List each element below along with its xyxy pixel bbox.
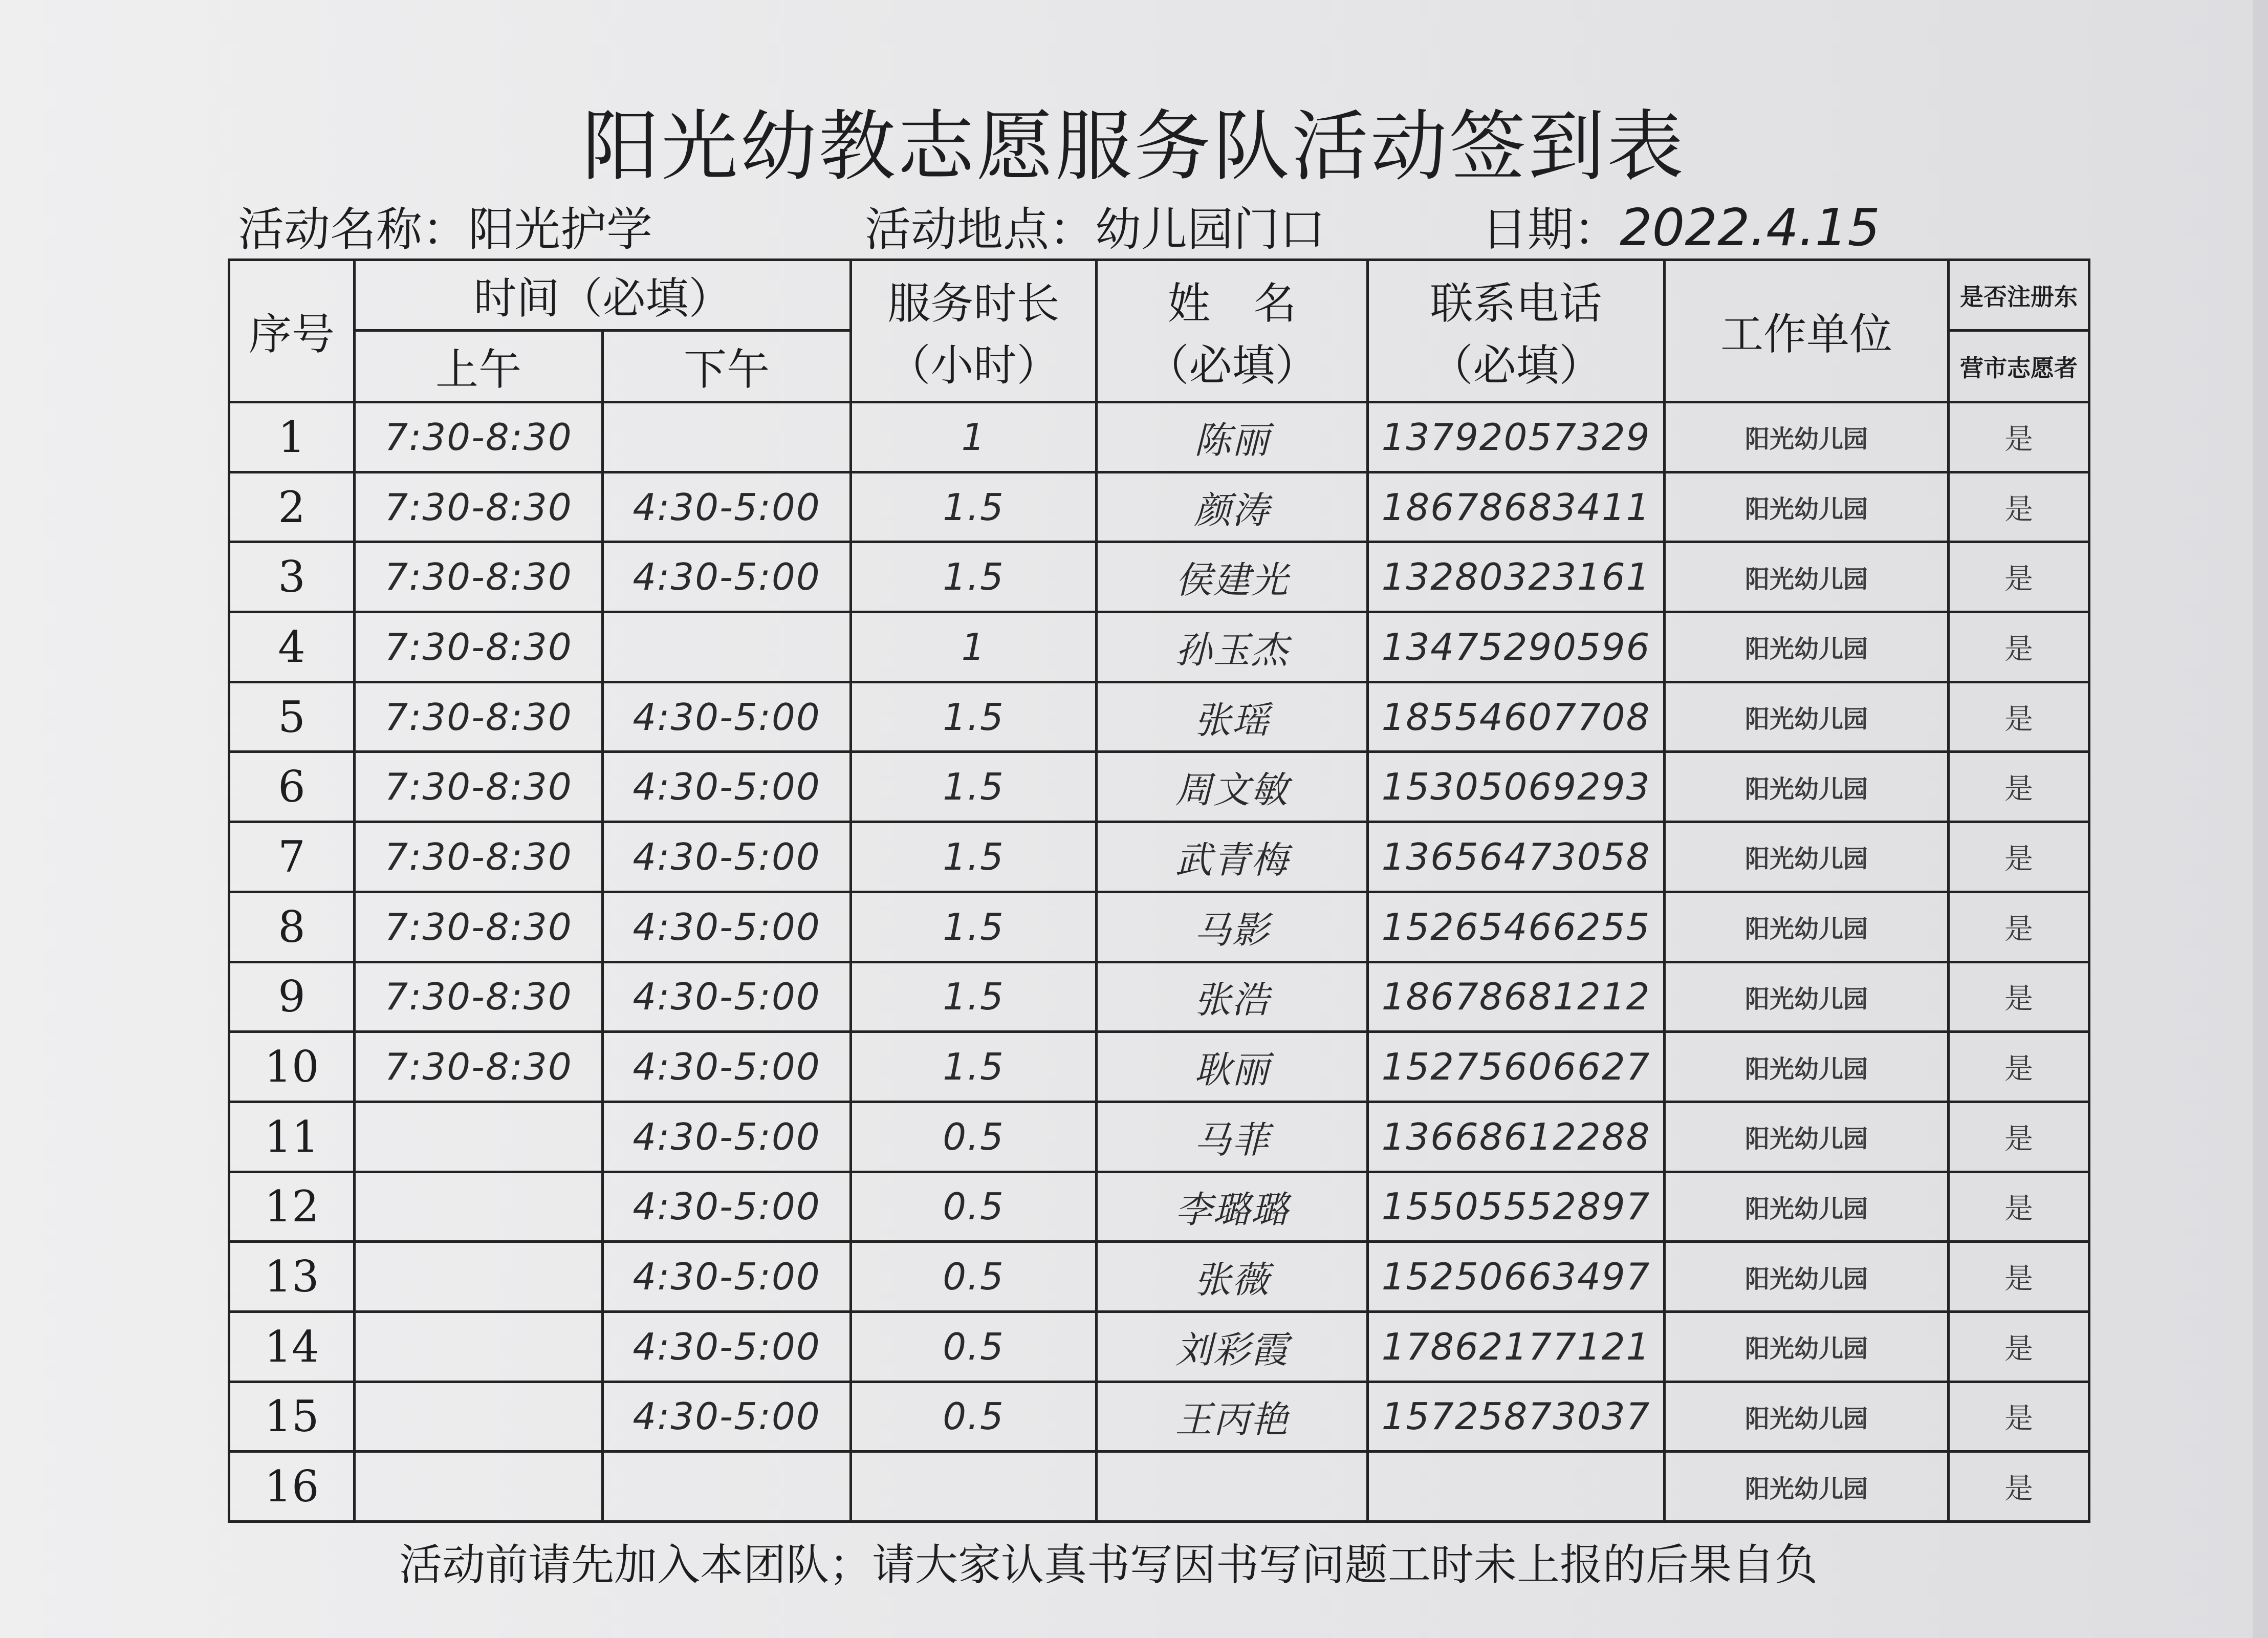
service-hours: 1.5 xyxy=(851,472,1097,542)
pm-time: 4:30-5:00 xyxy=(603,1311,851,1382)
work-unit: 阳光幼儿园 xyxy=(1665,1242,1949,1312)
table-row xyxy=(229,962,2089,1032)
registered-status: 是 xyxy=(1949,1032,2089,1102)
header-hours-line1: 服务时长 xyxy=(887,278,1060,329)
table-row xyxy=(229,752,2089,822)
pm-time xyxy=(603,612,851,682)
registered-status: 是 xyxy=(1949,1311,2089,1382)
work-unit: 阳光幼儿园 xyxy=(1665,612,1949,682)
pm-time: 4:30-5:00 xyxy=(603,1172,851,1242)
service-hours: 1 xyxy=(851,402,1097,472)
header-phone-line1: 联系电话 xyxy=(1430,278,1602,329)
registered-status: 是 xyxy=(1949,1172,2089,1242)
volunteer-name: 张瑶 xyxy=(1097,682,1368,752)
table-row xyxy=(229,682,2089,752)
work-unit: 阳光幼儿园 xyxy=(1665,682,1949,752)
table-row xyxy=(229,402,2089,472)
am-time: 7:30-8:30 xyxy=(355,752,603,822)
registered-status: 是 xyxy=(1949,962,2089,1032)
work-unit: 阳光幼儿园 xyxy=(1665,542,1949,612)
phone-number: 15505552897 xyxy=(1368,1172,1665,1242)
pm-time: 4:30-5:00 xyxy=(603,892,851,962)
registered-status: 是 xyxy=(1949,542,2089,612)
phone-number xyxy=(1368,1452,1665,1522)
am-time: 7:30-8:30 xyxy=(355,822,603,892)
work-unit: 阳光幼儿园 xyxy=(1665,1311,1949,1382)
phone-number: 13475290596 xyxy=(1368,612,1665,682)
row-index: 1 xyxy=(229,402,355,472)
date-field xyxy=(1481,192,1880,258)
row-index: 7 xyxy=(229,822,355,892)
header-pm: 下午 xyxy=(603,331,851,402)
table-row xyxy=(229,1382,2089,1452)
header-hours xyxy=(851,260,1097,402)
am-time: 7:30-8:30 xyxy=(355,612,603,682)
activity-place-value: 幼儿园门口 xyxy=(1095,203,1325,256)
header-am: 上午 xyxy=(355,331,603,402)
table-row xyxy=(229,542,2089,612)
volunteer-name: 武青梅 xyxy=(1097,822,1368,892)
service-hours: 0.5 xyxy=(851,1242,1097,1312)
work-unit: 阳光幼儿园 xyxy=(1665,822,1949,892)
volunteer-name: 孙玉杰 xyxy=(1097,612,1368,682)
service-hours: 0.5 xyxy=(851,1311,1097,1382)
pm-time: 4:30-5:00 xyxy=(603,1102,851,1172)
activity-name-value: 阳光护学 xyxy=(468,203,652,256)
row-index: 10 xyxy=(229,1032,355,1102)
am-time xyxy=(355,1242,603,1312)
registered-status: 是 xyxy=(1949,402,2089,472)
am-time xyxy=(355,1311,603,1382)
table-row xyxy=(229,612,2089,682)
table-row xyxy=(229,822,2089,892)
phone-number: 15275606627 xyxy=(1368,1032,1665,1102)
header-name xyxy=(1097,260,1368,402)
footer-notice: 活动前请先加入本团队；请大家认真书写因书写问题工时未上报的后果自负 xyxy=(399,1540,1818,1590)
registered-status: 是 xyxy=(1949,1452,2089,1522)
registered-status: 是 xyxy=(1949,1102,2089,1172)
header-name-line2: （必填） xyxy=(1146,340,1318,391)
work-unit: 阳光幼儿园 xyxy=(1665,402,1949,472)
pm-time: 4:30-5:00 xyxy=(603,822,851,892)
row-index: 4 xyxy=(229,612,355,682)
phone-number: 13792057329 xyxy=(1368,402,1665,472)
volunteer-name: 耿丽 xyxy=(1097,1032,1368,1102)
am-time: 7:30-8:30 xyxy=(355,1032,603,1102)
registered-status: 是 xyxy=(1949,1382,2089,1452)
table-body xyxy=(229,402,2089,1522)
phone-number: 15250663497 xyxy=(1368,1242,1665,1312)
phone-number: 18678683411 xyxy=(1368,472,1665,542)
activity-place-label: 活动地点： xyxy=(865,203,1095,256)
registered-status: 是 xyxy=(1949,752,2089,822)
row-index: 8 xyxy=(229,892,355,962)
pm-time: 4:30-5:00 xyxy=(603,962,851,1032)
table-row xyxy=(229,892,2089,962)
am-time: 7:30-8:30 xyxy=(355,682,603,752)
date-value: 2022.4.15 xyxy=(1620,198,1880,257)
row-index: 16 xyxy=(229,1452,355,1522)
pm-time: 4:30-5:00 xyxy=(603,542,851,612)
header-time: 时间（必填） xyxy=(355,260,851,331)
volunteer-name: 李璐璐 xyxy=(1097,1172,1368,1242)
volunteer-name: 刘彩霞 xyxy=(1097,1311,1368,1382)
service-hours: 1.5 xyxy=(851,752,1097,822)
am-time: 7:30-8:30 xyxy=(355,402,603,472)
activity-name-label: 活动名称： xyxy=(238,203,468,256)
header-index: 序号 xyxy=(229,260,355,402)
pm-time: 4:30-5:00 xyxy=(603,472,851,542)
phone-number: 13280323161 xyxy=(1368,542,1665,612)
service-hours xyxy=(851,1452,1097,1522)
work-unit: 阳光幼儿园 xyxy=(1665,892,1949,962)
table-row xyxy=(229,1172,2089,1242)
volunteer-name: 王丙艳 xyxy=(1097,1382,1368,1452)
volunteer-name: 周文敏 xyxy=(1097,752,1368,822)
phone-number: 13668612288 xyxy=(1368,1102,1665,1172)
row-index: 3 xyxy=(229,542,355,612)
row-index: 14 xyxy=(229,1311,355,1382)
am-time xyxy=(355,1172,603,1242)
date-label: 日期： xyxy=(1481,203,1620,256)
row-index: 6 xyxy=(229,752,355,822)
am-time: 7:30-8:30 xyxy=(355,542,603,612)
header-registered-line1: 是否注册东 xyxy=(1949,260,2089,331)
work-unit: 阳光幼儿园 xyxy=(1665,1032,1949,1102)
pm-time xyxy=(603,402,851,472)
am-time: 7:30-8:30 xyxy=(355,472,603,542)
service-hours: 0.5 xyxy=(851,1172,1097,1242)
service-hours: 1.5 xyxy=(851,962,1097,1032)
volunteer-name: 马影 xyxy=(1097,892,1368,962)
registered-status: 是 xyxy=(1949,892,2089,962)
work-unit: 阳光幼儿园 xyxy=(1665,1382,1949,1452)
header-hours-line2: （小时） xyxy=(887,340,1060,391)
am-time xyxy=(355,1102,603,1172)
service-hours: 1.5 xyxy=(851,1032,1097,1102)
work-unit: 阳光幼儿园 xyxy=(1665,1172,1949,1242)
table-row xyxy=(229,1242,2089,1312)
am-time: 7:30-8:30 xyxy=(355,962,603,1032)
volunteer-name: 张薇 xyxy=(1097,1242,1368,1312)
volunteer-name: 马菲 xyxy=(1097,1102,1368,1172)
phone-number: 18554607708 xyxy=(1368,682,1665,752)
service-hours: 1 xyxy=(851,612,1097,682)
work-unit: 阳光幼儿园 xyxy=(1665,962,1949,1032)
row-index: 13 xyxy=(229,1242,355,1312)
phone-number: 17862177121 xyxy=(1368,1311,1665,1382)
service-hours: 1.5 xyxy=(851,892,1097,962)
table-row xyxy=(229,1032,2089,1102)
pm-time: 4:30-5:00 xyxy=(603,1382,851,1452)
table-row xyxy=(229,1452,2089,1522)
phone-number: 13656473058 xyxy=(1368,822,1665,892)
pm-time: 4:30-5:00 xyxy=(603,752,851,822)
volunteer-name: 陈丽 xyxy=(1097,402,1368,472)
registered-status: 是 xyxy=(1949,682,2089,752)
service-hours: 0.5 xyxy=(851,1102,1097,1172)
page-title: 阳光幼教志愿服务队活动签到表 xyxy=(582,102,1686,191)
registered-status: 是 xyxy=(1949,472,2089,542)
am-time xyxy=(355,1382,603,1452)
service-hours: 1.5 xyxy=(851,822,1097,892)
table-row xyxy=(229,1102,2089,1172)
row-index: 5 xyxy=(229,682,355,752)
phone-number: 15265466255 xyxy=(1368,892,1665,962)
header-phone-line2: （必填） xyxy=(1430,340,1602,391)
pm-time: 4:30-5:00 xyxy=(603,1032,851,1102)
table-row xyxy=(229,472,2089,542)
row-index: 15 xyxy=(229,1382,355,1452)
activity-place-field xyxy=(865,192,1325,258)
service-hours: 0.5 xyxy=(851,1382,1097,1452)
paper-edge xyxy=(2253,0,2268,1638)
pm-time: 4:30-5:00 xyxy=(603,682,851,752)
row-index: 2 xyxy=(229,472,355,542)
signin-table xyxy=(228,258,2090,1523)
row-index: 11 xyxy=(229,1102,355,1172)
activity-name-field xyxy=(238,192,652,258)
phone-number: 15725873037 xyxy=(1368,1382,1665,1452)
volunteer-name xyxy=(1097,1452,1368,1522)
phone-number: 15305069293 xyxy=(1368,752,1665,822)
service-hours: 1.5 xyxy=(851,542,1097,612)
header-unit: 工作单位 xyxy=(1665,260,1949,402)
work-unit: 阳光幼儿园 xyxy=(1665,752,1949,822)
phone-number: 18678681212 xyxy=(1368,962,1665,1032)
registered-status: 是 xyxy=(1949,1242,2089,1312)
work-unit: 阳光幼儿园 xyxy=(1665,472,1949,542)
header-name-line1: 姓 名 xyxy=(1167,278,1297,329)
am-time: 7:30-8:30 xyxy=(355,892,603,962)
pm-time: 4:30-5:00 xyxy=(603,1242,851,1312)
header-phone xyxy=(1368,260,1665,402)
volunteer-name: 颜涛 xyxy=(1097,472,1368,542)
volunteer-name: 侯建光 xyxy=(1097,542,1368,612)
registered-status: 是 xyxy=(1949,612,2089,682)
registered-status: 是 xyxy=(1949,822,2089,892)
volunteer-name: 张浩 xyxy=(1097,962,1368,1032)
row-index: 9 xyxy=(229,962,355,1032)
header-registered-line2: 营市志愿者 xyxy=(1949,331,2089,402)
service-hours: 1.5 xyxy=(851,682,1097,752)
row-index: 12 xyxy=(229,1172,355,1242)
am-time xyxy=(355,1452,603,1522)
work-unit: 阳光幼儿园 xyxy=(1665,1102,1949,1172)
table-row xyxy=(229,1311,2089,1382)
work-unit: 阳光幼儿园 xyxy=(1665,1452,1949,1522)
pm-time xyxy=(603,1452,851,1522)
